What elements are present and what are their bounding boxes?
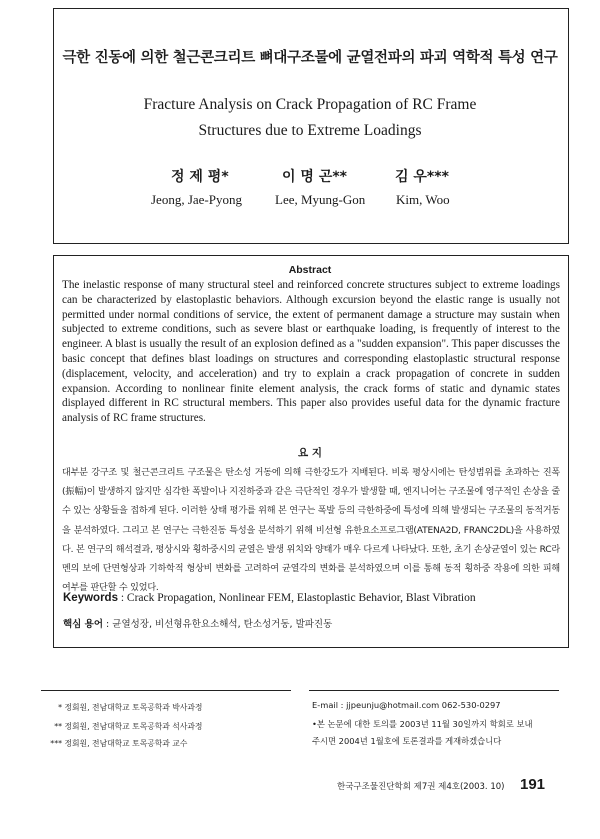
page-number: 191: [520, 776, 546, 793]
english-title-line2: Structures due to Extreme Loadings: [198, 122, 422, 139]
keywords-kr: [63, 616, 332, 630]
author-3-kr: 김 우***: [395, 169, 449, 185]
author-2-en: Lee, Myung-Gon: [275, 192, 366, 207]
english-title-line1: Fracture Analysis on Crack Propagation of RC Frame: [143, 96, 477, 113]
footnote-3-text: 정회원, 전남대학교 토목공학과 교수: [64, 739, 188, 748]
keywords: [63, 592, 476, 604]
author-1-kr: 정 제 평*: [171, 169, 229, 185]
footnote-2: [44, 721, 202, 732]
abstract-heading: Abstract: [288, 264, 332, 276]
abstract-text: The inelastic response of many structural steel and reinforced concrete structures subject to extreme loadings can be characterized by elastoplastic behaviors. Although excursion beyond the elastic range is usually not permitted under normal conditions of service, the extent of permanent damage a structure may sustain when subjected to extreme conditions, such as severe blast or earthquake loading, is frequently of interest to the engineer. A blast is usually the result of an explosion defined as a "sudden expansion". This paper discusses the basic concept that defines blast loadings on structures and corresponding elastoplastic structural response (displacement, velocity, and acceleration) and try to explain a crack propagation of concrete in sudden expansion. According to nonlinear finite element analysis, the crack forms of static and dynamic states displayed different in RC structural members. This paper also provides useful data for the dynamic fracture analysis of RC frame structures.: [62, 279, 560, 425]
discussion-note-line1: •본 논문에 대한 토의를 2003년 11월 30일까지 학회로 보내: [312, 719, 533, 729]
keywords-kr-text: : 균열성장, 비선형유한요소해석, 탄소성거동, 발파진동: [106, 619, 333, 630]
footnote-1-mark: *: [58, 703, 62, 712]
journal-info: 한국구조물진단학회 제7권 제4호(2003. 10): [337, 782, 505, 792]
author-1-en: Jeong, Jae-Pyong: [151, 192, 242, 207]
keywords-kr-label: 핵심 용어: [63, 619, 104, 630]
author-2-kr: 이 명 곤**: [282, 169, 347, 185]
footnote-1-text: 정회원, 전남대학교 토목공학과 박사과정: [64, 703, 203, 712]
keywords-label: Keywords: [63, 592, 118, 604]
footnote-divider-right: [309, 690, 559, 691]
footnote-3: [44, 738, 187, 749]
yoji-heading: 요 지: [298, 447, 322, 459]
discussion-note-line2: 주시면 2004년 1월호에 토론결과를 게재하겠습니다: [312, 736, 502, 746]
email-line: E-mail : jjpeunju@hotmail.com 062-530-0297: [312, 700, 501, 710]
keywords-text: : Crack Propagation, Nonlinear FEM, Elastoplastic Behavior, Blast Vibration: [120, 592, 476, 604]
footnote-2-mark: **: [54, 722, 62, 731]
footnote-2-text: 정회원, 전남대학교 토목공학과 석사과정: [64, 722, 203, 731]
footnote-3-mark: ***: [50, 739, 62, 748]
korean-title: 극한 진동에 의한 철근콘크리트 뼈대구조물에 균열전파의 파괴 역학적 특성 연구: [62, 50, 558, 66]
footnote-divider-left: [41, 690, 291, 691]
yoji-text: 대부분 강구조 및 철근콘크리트 구조물은 탄소성 거동에 의해 극한강도가 지배된다. 비록 평상시에는 탄성범위를 초과하는 진폭(振幅)이 발생하지 않지만 심각한 폭발이나 지진하중과 같은 극단적인 경우가 발생할 때, 엔지니어는 구조물에 영구적인 손상을 줄 수 있는 상황들을 접하게 된다. 이러한 상태 평가를 위해 본 연구는 폭발 등의 극한하중에 특성에 의해 발생되는 구조물의 동적거동을 분석하였다. 그리고 본 연구는 극한진동 특성을 분석하기 위해 비선형 유한요소프로그램(ATENA2D, FRANC2DL)을 사용하였다. 본 연구의 해석결과, 평상시와 횡하중시의 균열은 발생 위치와 양태가 매우 다르게 나타났다. 또한, 초기 손상균열이 있는 RC라멘의 보에 단면형상과 기하학적 형상비 변화를 고려하여 균열각의 변화를 분석하였으며 이를 통해 동적 횡하중 작용에 의한 피해여부를 판단할 수 있었다.: [62, 468, 560, 594]
footnote-1: [44, 702, 202, 713]
author-3-en: Kim, Woo: [396, 192, 450, 207]
